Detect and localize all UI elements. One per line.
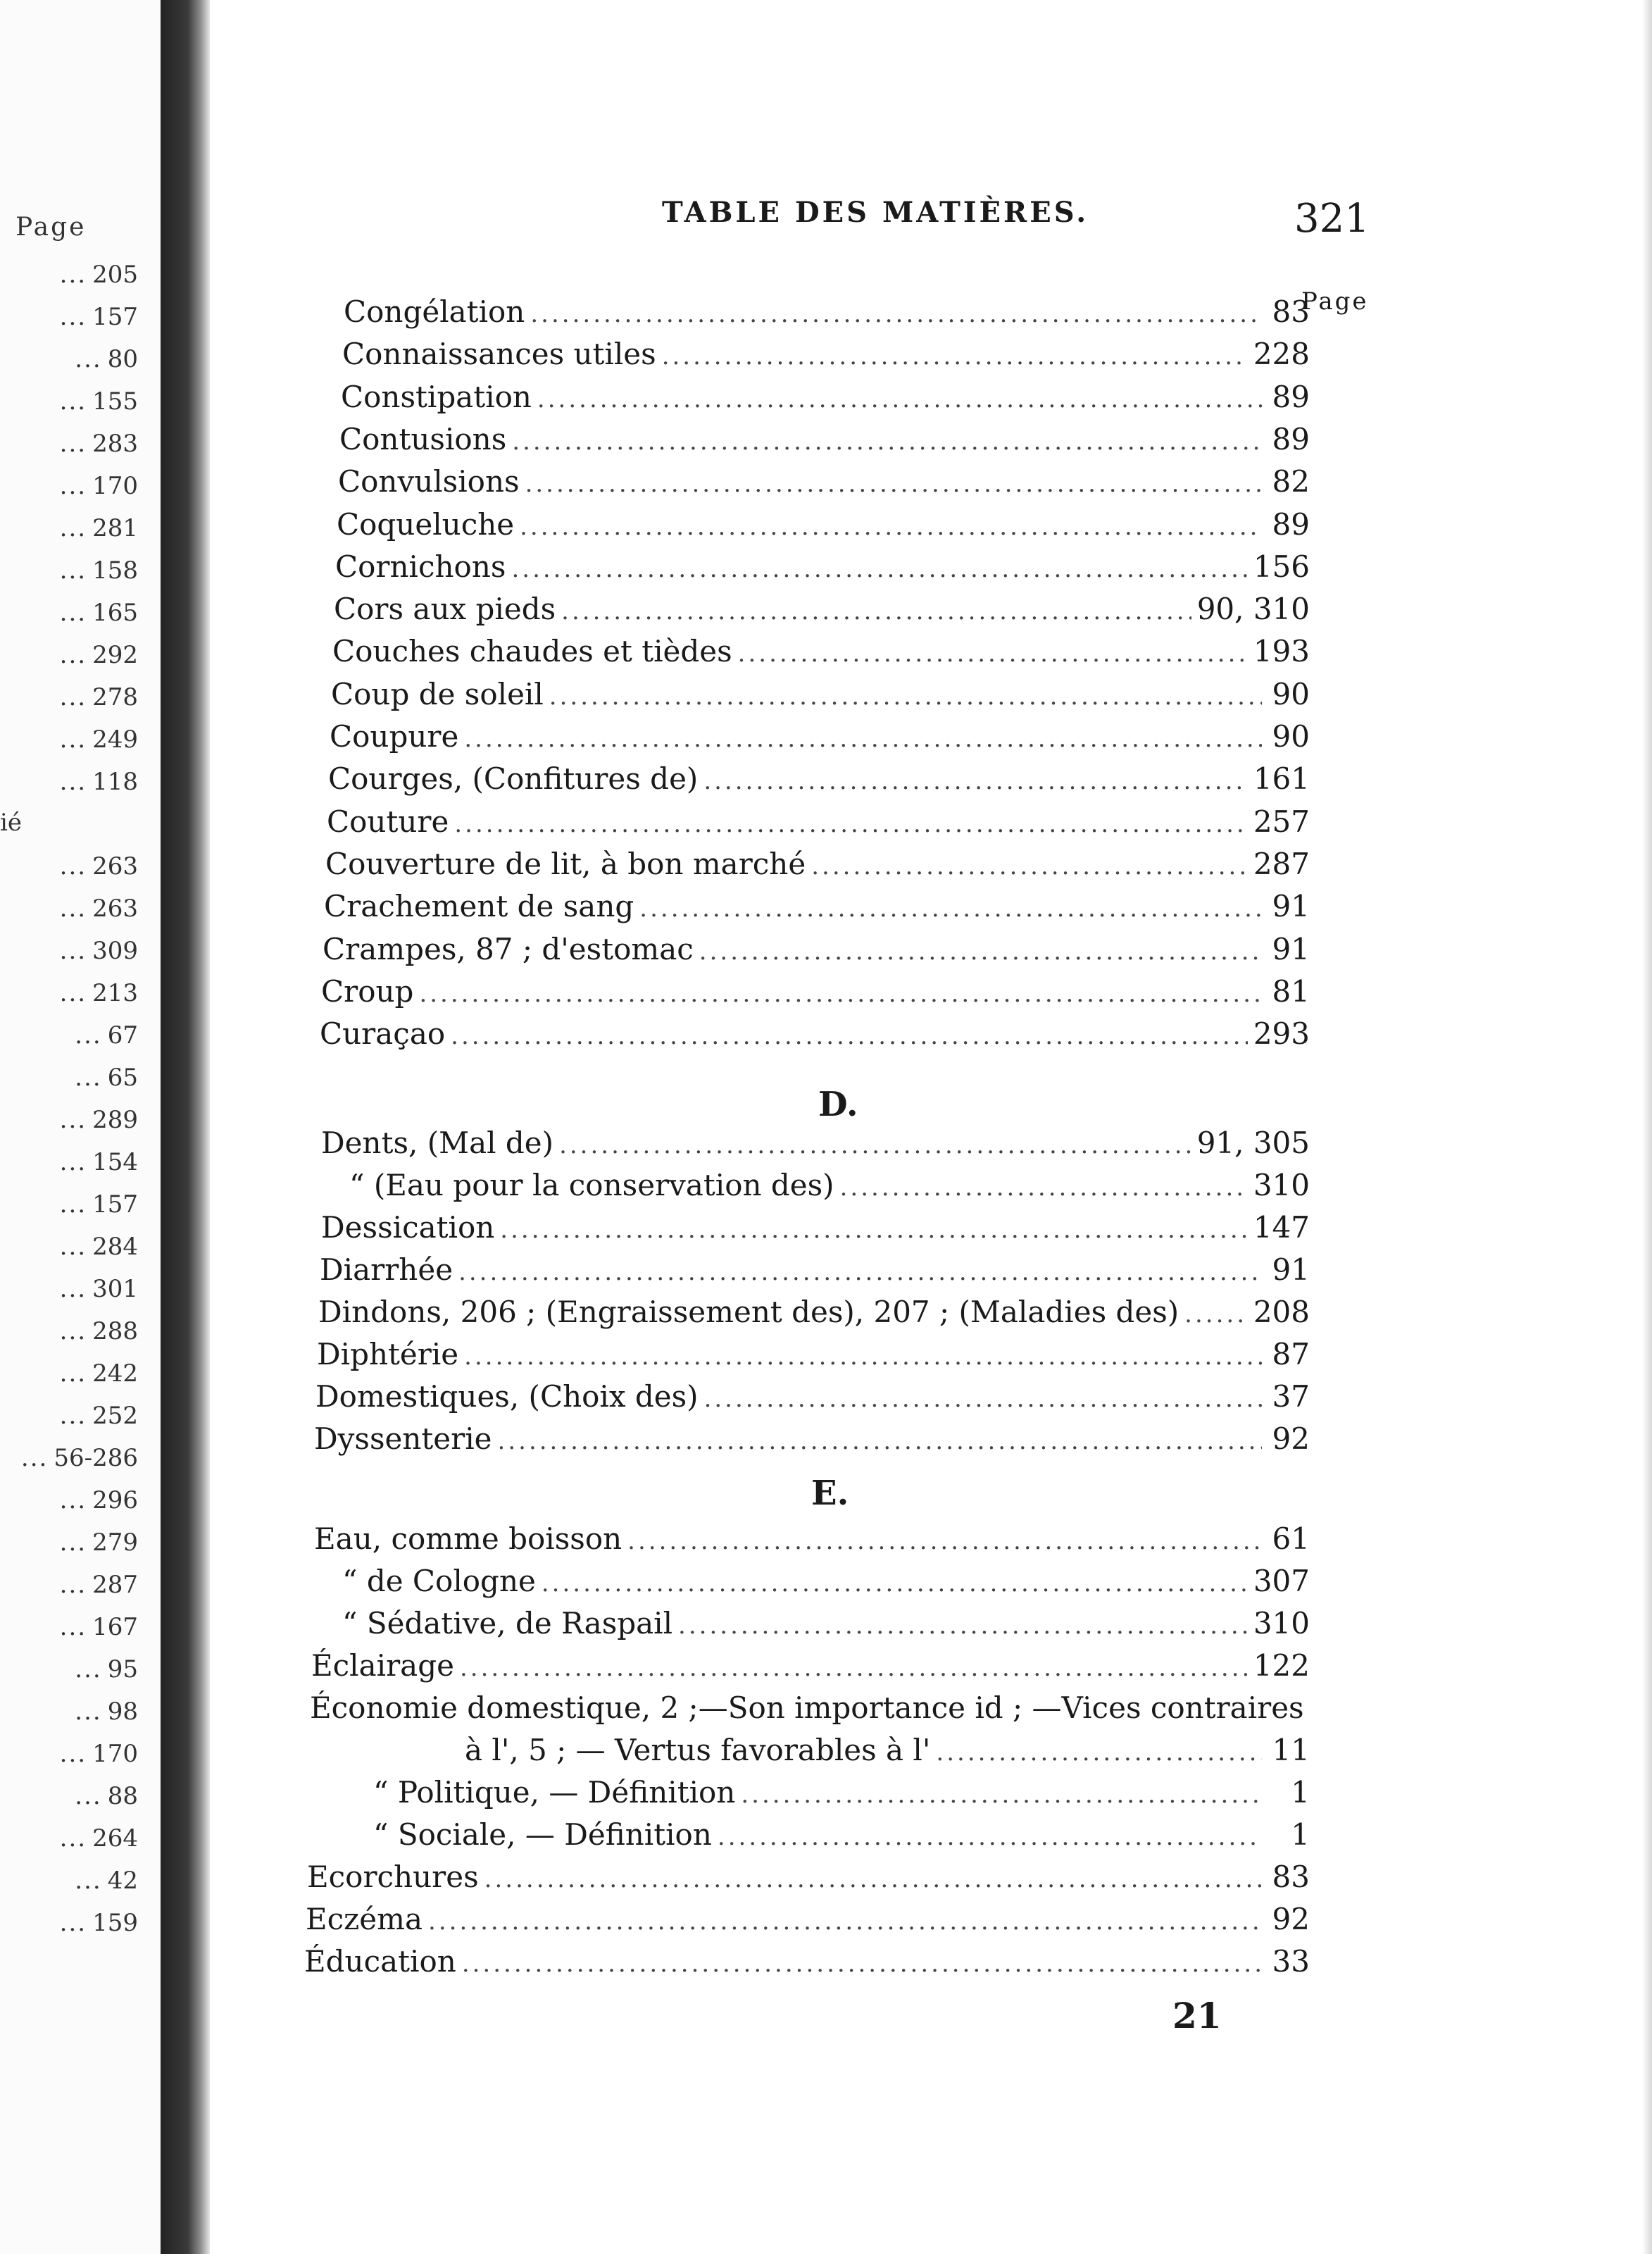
left-page-row (0, 472, 138, 514)
entry-page: 11 (1272, 1733, 1310, 1767)
left-page-number: 157 (92, 1190, 138, 1219)
entry-page: 89 (1272, 422, 1310, 456)
entry-page: 310 (1253, 1606, 1310, 1640)
left-page-number: 213 (92, 979, 138, 1007)
leader-dots: ... (59, 683, 87, 711)
left-stray-text: ié (0, 809, 22, 837)
left-page-row (0, 768, 138, 810)
index-entry (335, 549, 1310, 592)
index-entry (330, 719, 1310, 761)
index-entry (306, 1902, 1310, 1944)
leader-dots (718, 1823, 1262, 1851)
left-page-row (0, 979, 138, 1021)
leader-dots (704, 1385, 1262, 1413)
left-page-number: 242 (92, 1359, 138, 1388)
entry-label: Cornichons (335, 549, 506, 584)
entry-label: Constipation (341, 380, 532, 414)
leader-dots (512, 428, 1262, 456)
left-page-row (0, 1740, 138, 1782)
entry-page: 61 (1272, 1521, 1310, 1556)
left-page-row (0, 1528, 138, 1571)
leader-dots (537, 385, 1262, 413)
left-page-row (0, 1402, 138, 1444)
entry-label: Diphtérie (317, 1337, 459, 1371)
index-entry (314, 1564, 1310, 1606)
entry-page: 90, 310 (1196, 592, 1310, 626)
leader-dots: ... (59, 1613, 87, 1641)
left-page-row (0, 937, 138, 979)
index-entry (310, 1690, 1310, 1733)
left-page-row (0, 1444, 138, 1486)
entry-label: “ (Eau pour la conservation des) (349, 1168, 834, 1202)
left-page-row (0, 1782, 138, 1824)
index-entry (337, 507, 1310, 549)
book-gutter (161, 0, 210, 2254)
leader-dots: ... (59, 1275, 87, 1303)
left-page-number: 249 (92, 726, 138, 754)
leader-dots: ... (59, 852, 87, 880)
leader-dots: ... (59, 979, 87, 1007)
entry-label: Dents, (Mal de) (321, 1126, 554, 1160)
entry-label: Crachement de sang (324, 889, 634, 923)
entry-page: 92 (1272, 1902, 1310, 1936)
index-entry (327, 804, 1310, 847)
index-entry (314, 1421, 1310, 1464)
leader-dots: ... (59, 599, 87, 627)
entry-label: “ Sociale, — Définition (373, 1817, 712, 1852)
leader-dots: ... (59, 768, 87, 796)
leader-dots (428, 1907, 1262, 1936)
left-page-number: 95 (107, 1655, 138, 1683)
leader-dots: ... (59, 1359, 87, 1388)
index-entry (324, 889, 1310, 931)
entry-page: 293 (1253, 1016, 1310, 1051)
entry-label: Congélation (344, 294, 525, 329)
left-page-row (0, 1867, 138, 1909)
leader-dots (699, 938, 1262, 966)
leader-dots: ... (59, 1106, 87, 1134)
left-page-number: 284 (92, 1233, 138, 1261)
index-entry (341, 380, 1310, 422)
entry-page: 228 (1253, 337, 1310, 371)
entry-page: 87 (1272, 1337, 1310, 1371)
leader-dots (549, 683, 1262, 711)
entry-label: Coupure (330, 719, 459, 754)
entry-label: Connaissances utiles (342, 337, 656, 371)
left-page-row (0, 1486, 138, 1528)
leader-dots: ... (59, 1148, 87, 1176)
leader-dots: ... (59, 430, 87, 458)
index-entry (304, 1944, 1310, 1986)
leader-dots (454, 810, 1247, 838)
left-page-number: 264 (92, 1824, 138, 1853)
leader-dots (639, 895, 1262, 923)
leader-dots: ... (75, 1064, 102, 1092)
left-page-number: 296 (92, 1486, 138, 1514)
index-entry (315, 1379, 1310, 1421)
left-page-row (0, 1909, 138, 1951)
leader-dots (542, 1569, 1248, 1598)
leader-dots: ... (20, 1444, 49, 1472)
leader-dots: ... (59, 556, 87, 585)
leader-dots (1184, 1300, 1248, 1328)
leader-dots (530, 300, 1262, 328)
entry-page: 89 (1272, 507, 1310, 542)
left-page-row (0, 1275, 138, 1317)
leader-dots (741, 1781, 1262, 1809)
index-entry (334, 592, 1310, 634)
leader-dots: ... (59, 1740, 87, 1768)
leader-dots: ... (75, 1867, 102, 1895)
entry-label: Ecorchures (307, 1860, 479, 1894)
left-page-number: 158 (92, 556, 138, 585)
entry-label: Croup (321, 974, 414, 1009)
running-title: TABLE DES MATIÈRES. (662, 196, 1089, 229)
leader-dots (738, 640, 1248, 668)
entry-page: 83 (1272, 1860, 1310, 1894)
entry-label: “ de Cologne (342, 1564, 536, 1598)
entry-label: Coqueluche (337, 507, 515, 542)
leader-dots (525, 470, 1262, 498)
entry-label: Curaçao (320, 1016, 446, 1051)
left-page-number: 279 (92, 1528, 138, 1557)
leader-dots (458, 1258, 1262, 1286)
left-page-number: 154 (92, 1148, 138, 1176)
left-page-row (0, 345, 138, 387)
left-page-number: 263 (92, 852, 138, 880)
leader-dots (627, 1527, 1262, 1555)
leader-dots (460, 1654, 1248, 1682)
entry-label: Dessication (321, 1210, 495, 1245)
leader-dots (559, 1131, 1191, 1159)
index-entry (342, 337, 1310, 379)
entry-page: 91, 305 (1196, 1126, 1310, 1160)
entry-page: 90 (1272, 677, 1310, 711)
leader-dots: ... (59, 1824, 87, 1853)
entry-label: Coup de soleil (331, 677, 544, 711)
leader-dots (419, 980, 1262, 1008)
leader-dots: ... (75, 345, 102, 373)
leader-dots: ... (75, 1021, 102, 1050)
index-entry (344, 294, 1310, 337)
left-page-number: 157 (92, 303, 138, 331)
left-page-row (0, 852, 138, 895)
leader-dots: ... (59, 303, 87, 331)
entry-page: 193 (1253, 634, 1310, 668)
left-page-row (0, 261, 138, 303)
leader-dots: ... (75, 1655, 102, 1683)
entry-label: Convulsions (338, 464, 520, 499)
left-page-row (0, 303, 138, 345)
left-page-number: 118 (92, 768, 138, 796)
entry-page: 310 (1253, 1168, 1310, 1202)
section-heading-d: D. (818, 1085, 858, 1124)
entry-page: 147 (1253, 1210, 1310, 1245)
left-page-row (0, 556, 138, 599)
left-page-row (0, 430, 138, 472)
leader-dots (520, 513, 1262, 541)
left-page-row (0, 1233, 138, 1275)
left-page-number: 288 (92, 1317, 138, 1345)
left-page-row (0, 1106, 138, 1148)
entry-label: Dyssenterie (314, 1421, 492, 1456)
leader-dots: ... (59, 641, 87, 669)
entry-page: 82 (1272, 464, 1310, 499)
left-page-number: 155 (92, 387, 138, 416)
left-facing-page (0, 0, 162, 2254)
left-page-number: 67 (107, 1021, 138, 1050)
entry-label: Eau, comme boisson (314, 1521, 622, 1556)
left-page-number: 167 (92, 1613, 138, 1641)
leader-dots (464, 1343, 1262, 1371)
left-page-number: 170 (92, 472, 138, 500)
leader-dots: ... (59, 1190, 87, 1219)
left-page-row (0, 387, 138, 430)
index-entry (331, 677, 1310, 719)
entry-label: Cors aux pieds (334, 592, 556, 626)
leader-dots (462, 1950, 1262, 1978)
page-edge (1642, 0, 1652, 2254)
entry-page: 122 (1253, 1648, 1310, 1683)
entry-label: “ Sédative, de Raspail (342, 1606, 673, 1640)
leader-dots: ... (59, 387, 87, 416)
leader-dots: ... (59, 1233, 87, 1261)
index-entry (321, 1126, 1310, 1168)
index-entry (328, 761, 1310, 804)
left-page-row (0, 895, 138, 937)
leader-dots: ... (59, 1909, 87, 1937)
left-page-row (0, 1317, 138, 1359)
left-page-number: 252 (92, 1402, 138, 1430)
entry-page: 92 (1272, 1421, 1310, 1456)
entry-page: 287 (1253, 847, 1310, 881)
index-entry (310, 1733, 1310, 1775)
left-page-number: 292 (92, 641, 138, 669)
entry-label: Couches chaudes et tièdes (332, 634, 732, 668)
left-page-number: 170 (92, 1740, 138, 1768)
leader-dots (840, 1173, 1248, 1202)
entry-page: 37 (1272, 1379, 1310, 1414)
left-page-row (0, 726, 138, 768)
entry-label: Eczéma (306, 1902, 423, 1936)
left-page-number: 88 (107, 1782, 138, 1810)
page-number: 321 (1294, 196, 1370, 242)
left-page-number: 65 (107, 1064, 138, 1092)
leader-dots (500, 1216, 1248, 1244)
index-entry (320, 1252, 1310, 1295)
left-page-number: 205 (92, 261, 138, 289)
entry-label: Couture (327, 804, 449, 839)
entry-page: 1 (1291, 1817, 1310, 1852)
left-page-row (0, 1824, 138, 1867)
entry-label: Économie domestique, 2 ;—Son importance id ; —Vices contraires (310, 1690, 1304, 1725)
index-entry (311, 1648, 1310, 1690)
entry-label: Courges, (Confitures de) (328, 761, 699, 796)
leader-dots: ... (59, 261, 87, 289)
left-page-number: 159 (92, 1909, 138, 1937)
left-page-number: 301 (92, 1275, 138, 1303)
leader-dots (484, 1865, 1262, 1893)
left-page-number: 287 (92, 1571, 138, 1599)
entry-page: 81 (1272, 974, 1310, 1009)
index-entry (338, 464, 1310, 506)
left-page-row (0, 641, 138, 683)
left-page-row (0, 599, 138, 641)
left-page-row (0, 1655, 138, 1698)
entry-page: 257 (1253, 804, 1310, 839)
left-page-number: 80 (107, 345, 138, 373)
leader-dots: ... (59, 1571, 87, 1599)
leader-dots (561, 597, 1191, 625)
entry-label: Dindons, 206 ; (Engraissement des), 207 ; (Maladies des) (318, 1295, 1179, 1329)
left-page-number: 281 (92, 514, 138, 542)
index-entry (310, 1775, 1310, 1817)
entry-page: 33 (1272, 1944, 1310, 1979)
leader-dots (498, 1427, 1262, 1455)
leader-dots (464, 725, 1262, 753)
index-entry (321, 1168, 1310, 1210)
index-entry (310, 1817, 1310, 1860)
left-page-number: 98 (107, 1698, 138, 1726)
left-page-number: 56-286 (54, 1444, 138, 1472)
leader-dots: ... (59, 1486, 87, 1514)
left-page-row (0, 1148, 138, 1190)
index-entry (325, 847, 1310, 889)
left-page-row (0, 1571, 138, 1613)
leader-dots (662, 342, 1248, 371)
left-page-number: 165 (92, 599, 138, 627)
leader-dots: ... (59, 726, 87, 754)
leader-dots: ... (59, 1402, 87, 1430)
leader-dots: ... (59, 1528, 87, 1557)
leader-dots: ... (75, 1698, 102, 1726)
leader-dots (511, 555, 1247, 583)
entry-page: 307 (1253, 1564, 1310, 1598)
left-page-row (0, 1359, 138, 1402)
left-page-row (0, 1613, 138, 1655)
signature-mark: 21 (1172, 1995, 1222, 2036)
entry-page: 91 (1272, 1252, 1310, 1287)
index-entry (317, 1337, 1310, 1379)
entry-label: Crampes, 87 ; d'estomac (323, 932, 694, 966)
section-heading-e: E. (811, 1474, 849, 1513)
entry-page: 90 (1272, 719, 1310, 754)
leader-dots: ... (59, 514, 87, 542)
left-page-row (0, 1064, 138, 1106)
left-page-number: 283 (92, 430, 138, 458)
index-entry (314, 1521, 1310, 1564)
entry-page: 91 (1272, 932, 1310, 966)
leader-dots: ... (59, 1317, 87, 1345)
leader-dots: ... (75, 1782, 102, 1810)
entry-label: Contusions (339, 422, 507, 456)
entry-page: 83 (1272, 294, 1310, 329)
index-entry (314, 1606, 1310, 1648)
entry-page: 208 (1253, 1295, 1310, 1329)
page-column-label: Page (1301, 287, 1369, 316)
index-entry (332, 634, 1310, 676)
entry-label: Domestiques, (Choix des) (315, 1379, 699, 1414)
left-page-number: 309 (92, 937, 138, 965)
entry-label: Diarrhée (320, 1252, 453, 1287)
left-page-number: 263 (92, 895, 138, 923)
left-page-number: 42 (107, 1867, 138, 1895)
left-page-row (0, 1698, 138, 1740)
index-entry (323, 932, 1310, 974)
leader-dots (703, 767, 1248, 795)
entry-page: 91 (1272, 889, 1310, 923)
index-entry (318, 1295, 1310, 1337)
leader-dots (811, 852, 1248, 880)
leader-dots (451, 1022, 1248, 1050)
entry-page: 89 (1272, 380, 1310, 414)
leader-dots (936, 1738, 1262, 1767)
entry-label: Éclairage (311, 1648, 454, 1683)
leader-dots (678, 1612, 1248, 1640)
left-page-number: 289 (92, 1106, 138, 1134)
index-entry (320, 1016, 1310, 1059)
leader-dots: ... (59, 937, 87, 965)
left-page-row (0, 1190, 138, 1233)
leader-dots: ... (59, 472, 87, 500)
index-entry (307, 1860, 1310, 1902)
left-page-row (0, 514, 138, 556)
entry-page: 156 (1253, 549, 1310, 584)
left-page-number: 278 (92, 683, 138, 711)
index-entry (321, 974, 1310, 1016)
entry-label: Éducation (304, 1944, 456, 1979)
left-page-row (0, 683, 138, 726)
entry-page: 161 (1253, 761, 1310, 796)
left-page-row (0, 1021, 138, 1064)
entry-page: 1 (1291, 1775, 1310, 1810)
leader-dots: ... (59, 895, 87, 923)
index-entry (339, 422, 1310, 464)
entry-label: Couverture de lit, à bon marché (325, 847, 806, 881)
index-entry (321, 1210, 1310, 1252)
entry-label: “ Politique, — Définition (373, 1775, 736, 1810)
left-page-header: Page (15, 213, 87, 242)
entry-label: à l', 5 ; — Vertus favorables à l' (465, 1733, 931, 1767)
